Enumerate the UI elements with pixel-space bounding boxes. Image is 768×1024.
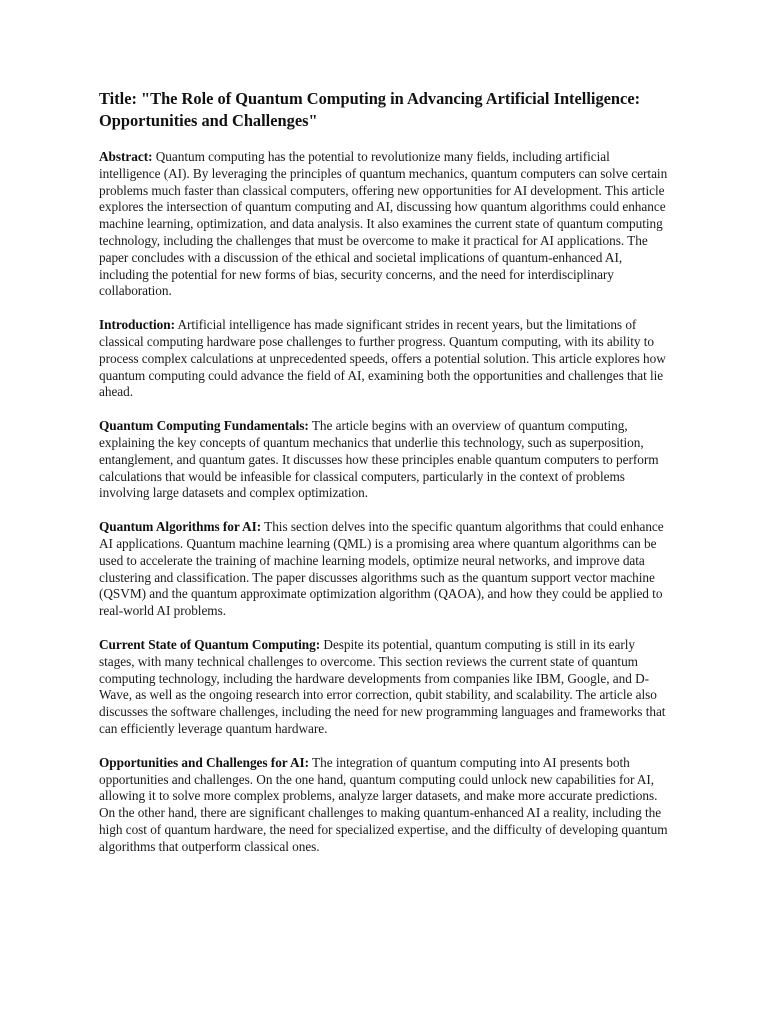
introduction-section	[99, 317, 671, 401]
section-text: This section delves into the specific quantum algorithms that could enhance AI applications. Quantum machine learning (QML) is a promising area where quantum algorithms can be used to accelerate the training of machine learning models, optimize neural networks, and improve data clustering and classification. The paper discusses algorithms such as the quantum support vector machine (QSVM) and the quantum approximate optimization algorithm (QAOA), and how they could be applied to real-world AI problems.	[99, 519, 664, 619]
section-label: Quantum Algorithms for AI:	[99, 519, 262, 535]
section-text: Artificial intelligence has made significant strides in recent years, but the limitations of classical computing hardware pose challenges to further progress. Quantum computing, with its ability to process complex calculations at unprecedented speeds, offers a potential solution. This article explores how quantum computing could advance the field of AI, examining both the opportunities and challenges that lie ahead.	[99, 317, 666, 400]
current-state-section	[99, 637, 671, 738]
section-label: Introduction:	[99, 317, 175, 333]
fundamentals-section	[99, 418, 671, 502]
section-text: Quantum computing has the potential to revolutionize many fields, including artificial intelligence (AI). By leveraging the principles of quantum mechanics, quantum computers can solve certain problems much faster than classical computers, offering new opportunities for AI development. This article explores the intersection of quantum computing and AI, discussing how quantum algorithms could enhance machine learning, optimization, and data analysis. It also examines the current state of quantum computing technology, including the challenges that must be overcome to make it practical for AI applications. The paper concludes with a discussion of the ethical and societal implications of quantum-enhanced AI, including the potential for new forms of bias, security concerns, and the need for interdisciplinary collaboration.	[99, 149, 668, 299]
document-page	[99, 88, 671, 872]
abstract-section	[99, 149, 671, 300]
section-label: Current State of Quantum Computing:	[99, 636, 321, 652]
section-label: Abstract:	[99, 149, 153, 164]
section-label: Quantum Computing Fundamentals:	[99, 418, 309, 434]
document-title: Title: "The Role of Quantum Computing in Advancing Artificial Intelligence: Opportunities and Challenges"	[99, 89, 641, 130]
section-text: The article begins with an overview of quantum computing, explaining the key concepts of quantum mechanics that underlie this technology, such as superposition, entanglement, and quantum gates. It discusses how these principles enable quantum computers to perform calculations that would be infeasible for classical computers, particularly in the context of problems involving large datasets and complex optimization.	[99, 418, 659, 501]
opportunities-section	[99, 755, 671, 856]
section-text: Despite its potential, quantum computing is still in its early stages, with many technical challenges to overcome. This section reviews the current state of quantum computing technology, including the hardware developments from companies like IBM, Google, and D-Wave, as well as the ongoing research into error correction, qubit stability, and scalability. The article also discusses the software challenges, including the need for new programming languages and frameworks that can efficiently leverage quantum hardware.	[99, 636, 666, 736]
algorithms-section	[99, 519, 671, 620]
section-text: The integration of quantum computing into AI presents both opportunities and challenges. On the one hand, quantum computing could unlock new capabilities for AI, allowing it to solve more complex problems, analyze larger datasets, and make more accurate predictions. On the other hand, there are significant challenges to making quantum-enhanced AI a reality, including the high cost of quantum hardware, the need for specialized expertise, and the difficulty of developing quantum algorithms that outperform classical ones.	[99, 754, 668, 854]
section-label: Opportunities and Challenges for AI:	[99, 754, 309, 770]
